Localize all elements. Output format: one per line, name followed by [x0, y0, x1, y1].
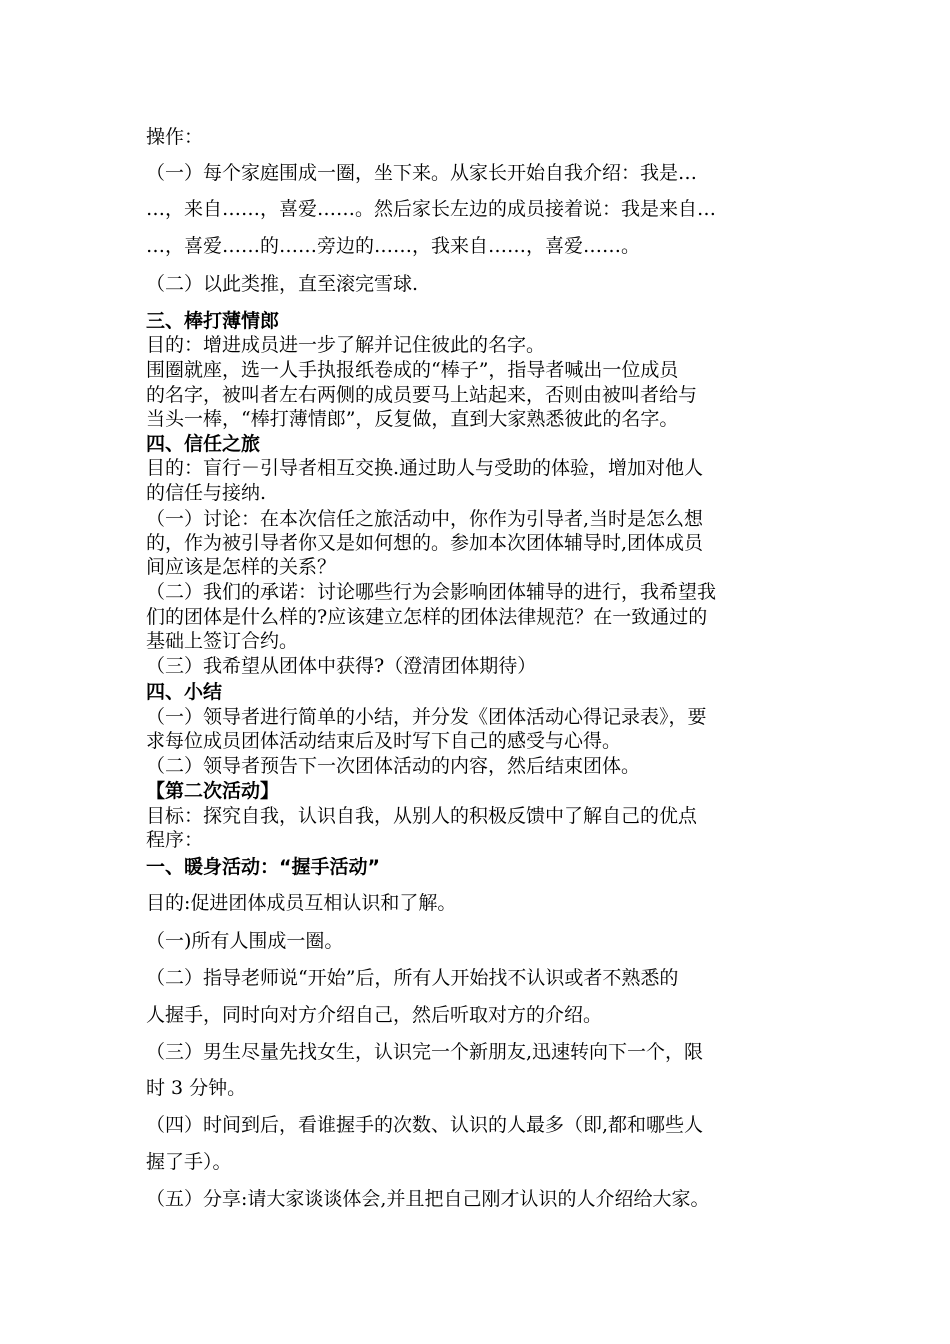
text-line: （三）我希望从团体中获得?（澄清团体期待）	[146, 655, 537, 677]
text-line: 求每位成员团体活动结束后及时写下自己的感受与心得。	[146, 730, 622, 752]
text-line: 的信任与接纳.	[146, 482, 267, 504]
text-line: …，来自……，喜爱……。然后家长左边的成员接着说：我是来自…	[146, 198, 717, 220]
text-line: 基础上签订合约。	[146, 630, 299, 652]
text-line: 们的团体是什么样的?应该建立怎样的团体法律规范？在一致通过的	[146, 606, 708, 628]
text-line: 人握手，同时向对方介绍自己，然后听取对方的介绍。	[146, 1004, 603, 1026]
text-line: （四）时间到后，看谁握手的次数、认识的人最多（即,都和哪些人	[146, 1114, 704, 1136]
text-line: 时 3 分钟。	[146, 1077, 247, 1099]
text-line: （一）讨论：在本次信任之旅活动中，你作为引导者,当时是怎么想	[146, 508, 704, 530]
text-line: （二）以此类推，直至滚完雪球.	[146, 273, 419, 295]
text-line: （一）领导者进行简单的小结，并分发《团体活动心得记录表》，要	[146, 706, 707, 728]
section-heading: 【第二次活动】	[146, 780, 280, 802]
text-line: 围圈就座，选一人手执报纸卷成的“棒子”，指导者喊出一位成员	[146, 359, 679, 381]
text-line: 目的：盲行－引导者相互交换.通过助人与受助的体验，增加对他人	[146, 457, 704, 479]
text-line: 目标：探究自我，认识自我，从别人的积极反馈中了解自己的优点	[146, 805, 698, 827]
text-line: （三）男生尽量先找女生，认识完一个新朋友,迅速转向下一个，限	[146, 1041, 704, 1063]
text-line: …，喜爱……的……旁边的……，我来自……，喜爱……。	[146, 235, 641, 257]
text-line: （一）每个家庭围成一圈，坐下来。从家长开始自我介绍：我是…	[146, 162, 698, 184]
text-line: 程序：	[146, 829, 204, 851]
section-heading: 三、棒打薄情郎	[146, 310, 280, 332]
section-heading: 一、暖身活动：“握手活动”	[146, 856, 380, 878]
section-heading: 四、小结	[146, 681, 223, 703]
text-line: （二）我们的承诺：讨论哪些行为会影响团体辅导的进行，我希望我	[146, 581, 717, 603]
text-line: 当头一棒，“棒打薄情郎”，反复做，直到大家熟悉彼此的名字。	[146, 408, 679, 430]
text-line: 操作：	[146, 126, 204, 148]
text-line: 握了手）。	[146, 1151, 232, 1173]
text-line: 的名字，被叫者左右两侧的成员要马上站起来，否则由被叫者给与	[146, 384, 698, 406]
section-heading: 四、信任之旅	[146, 433, 261, 455]
text-line: 的，作为被引导者你又是如何想的。参加本次团体辅导时,团体成员	[146, 532, 704, 554]
text-line: 目的:促进团体成员互相认识和了解。	[146, 892, 457, 914]
text-line: （一)所有人围成一圈。	[146, 930, 344, 952]
text-line: （二）领导者预告下一次团体活动的内容，然后结束团体。	[146, 755, 641, 777]
text-line: 目的：增进成员进一步了解并记住彼此的名字。	[146, 334, 546, 356]
text-line: （五）分享:请大家谈谈体会,并且把自己刚才认识的人介绍给大家。	[146, 1188, 710, 1210]
text-line: 间应该是怎样的关系？	[146, 556, 337, 578]
text-line: （二）指导老师说“开始”后，所有人开始找不认识或者不熟悉的	[146, 967, 679, 989]
